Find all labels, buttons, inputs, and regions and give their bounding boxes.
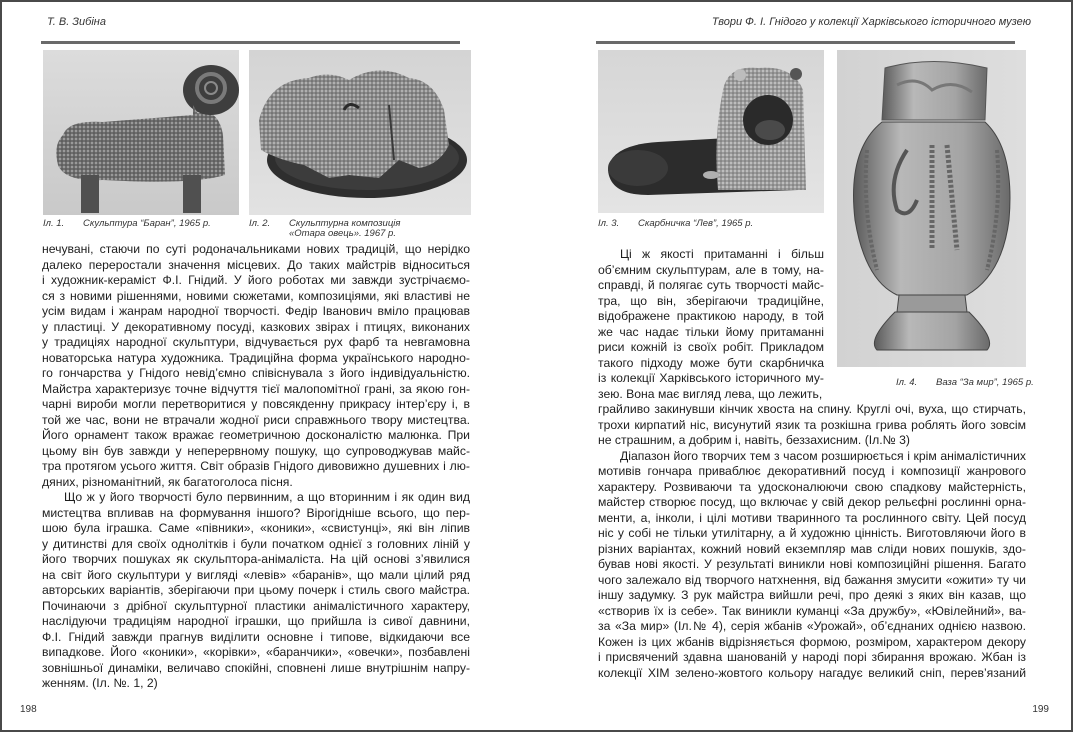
- text-line: авторських варіантів, зберігаючи при цьому почерк і стиль свого майстра.: [42, 583, 470, 597]
- text-line: нечувані, стаючи по суті родоначальниками нових традицій, що нерідко: [42, 242, 470, 256]
- text-line: іншу задумку. З рук майстра вийшли речі, про деякі з яких він казав, що: [598, 588, 1026, 602]
- left-body-text: [42, 242, 470, 692]
- text-line: Майстра характеризує точне відчуття тієї малопомітної грані, за якою гон-: [42, 381, 470, 396]
- text-line: характеру. Розвиваючи та удосконалюючи свою спадкову майстерність,: [598, 479, 1026, 494]
- text-line: у пластиці. У декоративному посуді, казкових звірах і птицях, виконаних: [42, 319, 470, 334]
- text-line: риси кожній із своїх робіт. Прикладом: [598, 340, 824, 354]
- figure-title: Ваза “За мир”, 1965 р.: [936, 377, 1034, 388]
- figure-number: Іл. 1.: [43, 218, 65, 229]
- text-line: такого підходу може бути скарбничка: [598, 355, 824, 370]
- header-rule: [596, 41, 1015, 44]
- figure-3-photo-lion: [598, 50, 824, 213]
- text-line: його творчих пошуках як скульптора-анімаліста. На цій основі з’явилися: [42, 552, 470, 566]
- figure-number: Іл. 4.: [896, 377, 918, 388]
- text-line: «створив їх із себе». Так виникли куманці «За дружбу», «Ювілейний», ва-: [598, 603, 1026, 618]
- text-line: же час надає тільки йому притаманні: [598, 324, 824, 339]
- text-line: Діапазон його творчих тем з часом розширюється і крім анімалістичних: [620, 448, 1026, 463]
- text-line: різних варіантах, кожний новий екземпляр мав сліди нових пошуків, здо-: [598, 541, 1026, 556]
- text-line: мотивів гончара приваблює декоративний посуд і композиції жанрового: [598, 464, 1026, 478]
- text-line: трохи кирпатий ніс, висунутий язик та розкішна грива роблять його зовсім: [598, 417, 1026, 432]
- text-line: і присвячений здавна шанованій у народі порі збирання врожаю. Жбан із: [598, 650, 1026, 664]
- paragraph: [42, 490, 470, 692]
- text-line: чарні вироби могли перетворитися у повсякденну прикрасу інтер’єру і, в: [42, 397, 470, 411]
- figure-title-line-1: Скульптурна композиція: [289, 218, 401, 229]
- text-line: наслідуючи традиціям народної іграшки, що прийшла із сивої давнини,: [42, 614, 470, 628]
- text-line: шою була іграшка. Саме «півники», «коники», «свистунці», які він ліпив: [42, 521, 470, 535]
- figure-title-line-2: «Отара овець». 1967 р.: [289, 228, 396, 239]
- text-line: далеко переростали значення місцевих. До таких майстрів відноситься: [42, 257, 470, 272]
- figure-number: Іл. 2.: [249, 218, 271, 229]
- sheep-flock-sculpture-icon: [249, 50, 471, 215]
- text-line: тра, що він, зберігаючи традиційне,: [598, 293, 824, 308]
- vase-za-myr-icon: [837, 50, 1026, 367]
- figure-4-photo-vase: [837, 50, 1026, 367]
- text-line: на світ його скульптури у вигляді «левів» «баранів», що мали цілий ряд: [42, 567, 470, 582]
- text-line: той же час, вони не втрачали жодної риси справжнього твору мистецтва.: [42, 412, 470, 427]
- text-line: бував нові якості. У результаті виникли нові композиційні рішення. Багато: [598, 557, 1026, 571]
- text-line: Його орнамент також вражає геометричною досконалістю малюнка. При: [42, 428, 470, 442]
- text-line: ся з новими рішеннями, новими сюжетами, композиціями, які властиві не: [42, 288, 470, 303]
- ram-sculpture-icon: [43, 50, 239, 215]
- text-line: і художник-кераміст Ф.І. Гнідий. У його роботах ми завжди зустрічаємо-: [42, 273, 470, 287]
- left-page: [0, 0, 536, 732]
- paragraph: [42, 242, 470, 490]
- paragraph: [598, 402, 1026, 449]
- text-line: не страшним, а добрим і, навіть, беззахисним. (Іл.№ 3): [598, 433, 910, 447]
- page-number: 198: [20, 704, 37, 715]
- text-line: із колекції Харківського історичного му-: [598, 371, 824, 385]
- text-line: відображене практикою народу, в той: [598, 309, 824, 323]
- text-line: у традиціях народної скульптури, відчувається рух фарб та невгамовна: [42, 335, 470, 349]
- text-line: дяних, різноманітний, як багатоголоса пісня.: [42, 474, 293, 489]
- text-line: об’ємним скульптурам, але в тому, на-: [598, 262, 824, 277]
- text-line: Починаючи з дрібної скульптурної пластики анімалістичного характеру,: [42, 598, 470, 613]
- text-line: випадкове. Його «коники», «корівки», «баранчики», «овечки», позбавлені: [42, 645, 470, 659]
- text-line: новаторська натура художника. Традиційна форма українського народно-: [42, 350, 470, 365]
- text-line: грайливо закинувши кінчик хвоста на спину. Круглі очі, вуха, що стирчать,: [598, 402, 1026, 416]
- text-line: ніс у собі не тільки утилітарну, а й художню цінність. Виготовляючи його в: [598, 526, 1026, 540]
- right-page: [536, 0, 1073, 732]
- running-head-title: Твори Ф. І. Гнідого у колекції Харківського історичного музею: [711, 16, 1031, 28]
- header-rule: [41, 41, 460, 44]
- figure-title: Скарбничка “Лев”, 1965 р.: [638, 218, 754, 229]
- lion-money-box-icon: [598, 50, 824, 213]
- text-line: Кожен із цих жбанів відрізняється формою, розміром, характером декору: [598, 634, 1026, 649]
- text-line: Ці ж якості притаманні і більш: [620, 247, 824, 261]
- text-line: у дитинстві для своїх однолітків і були початком однієї з головних ліній у: [42, 536, 470, 551]
- text-line: мистецтва впливав на формування іншого? Вірогідніше всього, що пер-: [42, 505, 470, 520]
- running-head-author: Т. В. Зибіна: [47, 16, 106, 28]
- page-number: 199: [1032, 704, 1049, 715]
- figure-2-photo-sheep-flock: [249, 50, 471, 215]
- text-line: чого залежало від творчого натхнення, від бажання змусити «ожити» ту чи: [598, 572, 1026, 587]
- text-line: Що ж у його творчості було первинним, а що вторинним і як один вид: [64, 490, 470, 504]
- text-line: справді, й полягає суть творчості майс-: [598, 278, 824, 292]
- text-line: женням. (Іл. №. 1, 2): [42, 676, 158, 690]
- text-line: зею. Вона має вигляд лева, що лежить,: [598, 386, 823, 401]
- text-line: цьому він був завжди у неперервному пошуку, що супроводжував майс-: [42, 443, 470, 458]
- text-line: зовнішньої динаміки, величаво спокійні, сповнені лише внутрішнім напру-: [42, 660, 470, 675]
- figure-1-photo-ram: [43, 50, 239, 215]
- right-body-text: [598, 402, 1026, 681]
- narrow-body-text: [598, 247, 824, 402]
- text-line: колекції ХІМ зелено-жовтого кольору нагадує великий сніп, перев’язаний: [598, 665, 1026, 680]
- text-line: усім видам і жанрам народної творчості. Федір Іванович вміло працював: [42, 304, 470, 318]
- text-line: за «За мир» (Іл.№ 4), серія жбанів «Урожай», об’єднаних однією назвою.: [598, 619, 1026, 633]
- text-line: тра протягом усього життя. Світ образів Гнідого дивовижно душевних і лю-: [42, 459, 470, 473]
- paragraph: [598, 449, 1026, 682]
- figure-number: Іл. 3.: [598, 218, 620, 229]
- figure-title: Скульптура “Баран”, 1965 р.: [83, 218, 211, 229]
- text-line: майстер створює посуд, що включає у свій декор рельєфні рослинні орна-: [598, 495, 1026, 509]
- text-line: го гончарства у Гнідого невід’ємно співіснувала з його індивідуальністю.: [42, 366, 470, 380]
- text-line: менти, а, інколи, і цілі мотиви тваринного та рослинного світу. Цей посуд: [598, 510, 1026, 525]
- text-line: Ф.І. Гнідий завжди прагнув виділити основне і типове, відкидаючи все: [42, 629, 470, 644]
